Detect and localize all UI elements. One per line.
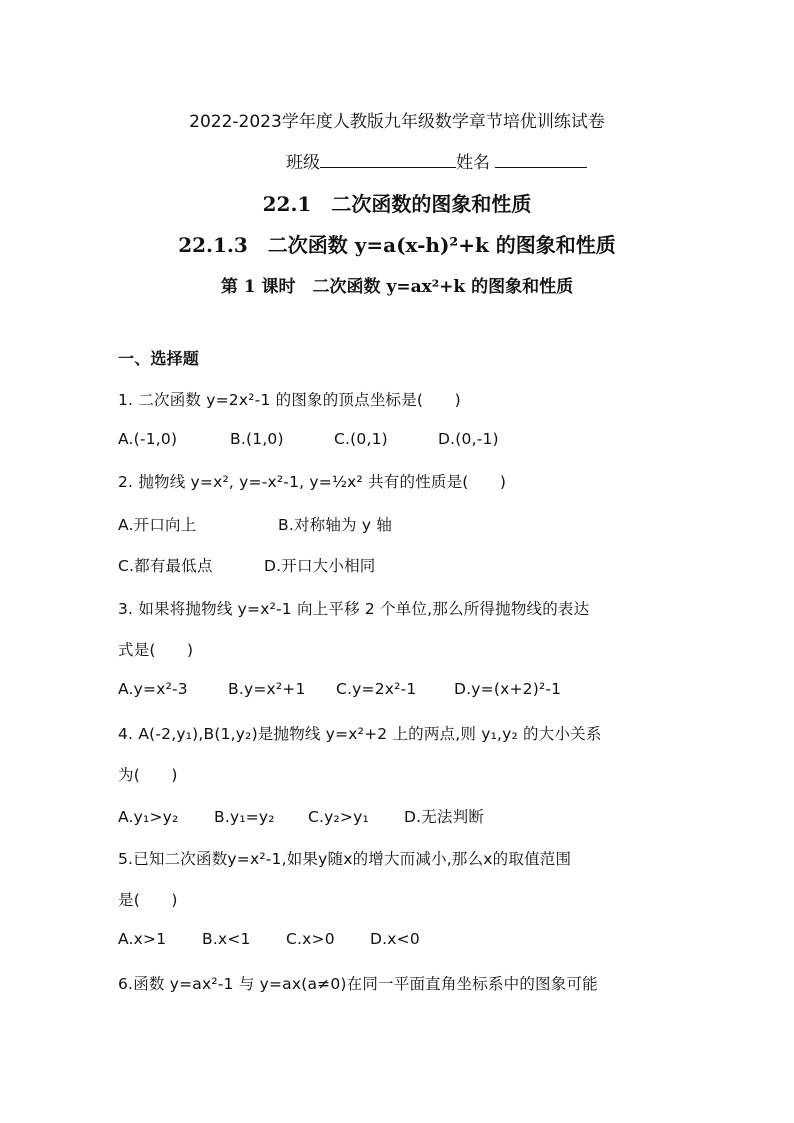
lesson-title: 第 1 课时 二次函数 y=ax²+k 的图象和性质 [220,277,574,297]
option-b[interactable]: B.y₁=y₂ [214,808,275,826]
option-b[interactable]: B.x<1 [202,930,251,948]
option-d[interactable]: D.无法判断 [404,808,485,826]
option-c[interactable]: C.(0,1) [334,430,388,448]
question-3-line-2: 式是( ) [118,641,194,659]
question-5-line-1: 5.已知二次函数y=x²-1,如果y随x的增大而减小,那么x的取值范围 [118,850,572,868]
option-b[interactable]: B.对称轴为 y 轴 [278,516,393,534]
option-c[interactable]: C.x>0 [286,930,335,948]
question-2-options-row-1 [118,513,392,535]
option-a[interactable]: A.x>1 [118,930,167,948]
option-c[interactable]: C.y=2x²-1 [336,680,417,698]
exam-title: 2022-2023学年度人教版九年级数学章节培优训练试卷 [189,112,605,132]
option-a[interactable]: A.y=x²-3 [118,680,188,698]
class-label: 班级 [286,153,320,173]
question-5-line-2: 是( ) [118,891,178,909]
option-a[interactable]: A.y₁>y₂ [118,808,179,826]
section-heading: 一、选择题 [118,349,200,368]
question-5-options [118,930,420,948]
option-d[interactable]: D.y=(x+2)²-1 [454,680,562,698]
question-1: 1. 二次函数 y=2x²-1 的图象的顶点坐标是( ) [118,391,461,409]
question-3-options [118,680,561,698]
question-6-line-1: 6.函数 y=ax²-1 与 y=ax(a≠0)在同一平面直角坐标系中的图象可能 [118,975,598,993]
question-4-line-1: 4. A(-2,y₁),B(1,y₂)是抛物线 y=x²+2 上的两点,则 y₁,y₂ 的大小关系 [118,725,602,743]
option-a[interactable]: A.开口向上 [118,516,197,534]
name-label: 姓名 [456,153,490,173]
section-title: 22.1.3 二次函数 y=a(x-h)²+k 的图象和性质 [178,233,616,257]
option-d[interactable]: D.(0,-1) [438,430,499,448]
question-4-options [118,805,484,827]
option-a[interactable]: A.(-1,0) [118,430,178,448]
name-blank[interactable] [495,151,587,168]
question-4-line-2: 为( ) [118,766,178,784]
class-blank[interactable] [320,151,456,168]
question-2: 2. 抛物线 y=x², y=-x²-1, y=½x² 共有的性质是( ) [118,473,507,491]
option-b[interactable]: B.(1,0) [230,430,284,448]
question-1-options [118,430,499,448]
option-b[interactable]: B.y=x²+1 [228,680,306,698]
option-c[interactable]: C.y₂>y₁ [308,808,369,826]
question-3-line-1: 3. 如果将抛物线 y=x²-1 向上平移 2 个单位,那么所得抛物线的表达 [118,600,590,618]
option-d[interactable]: D.x<0 [370,930,420,948]
option-d[interactable]: D.开口大小相同 [264,557,376,575]
chapter-title: 22.1 二次函数的图象和性质 [262,192,532,216]
question-2-options-row-2 [118,554,375,576]
class-name-line [286,148,587,173]
option-c[interactable]: C.都有最低点 [118,557,213,575]
